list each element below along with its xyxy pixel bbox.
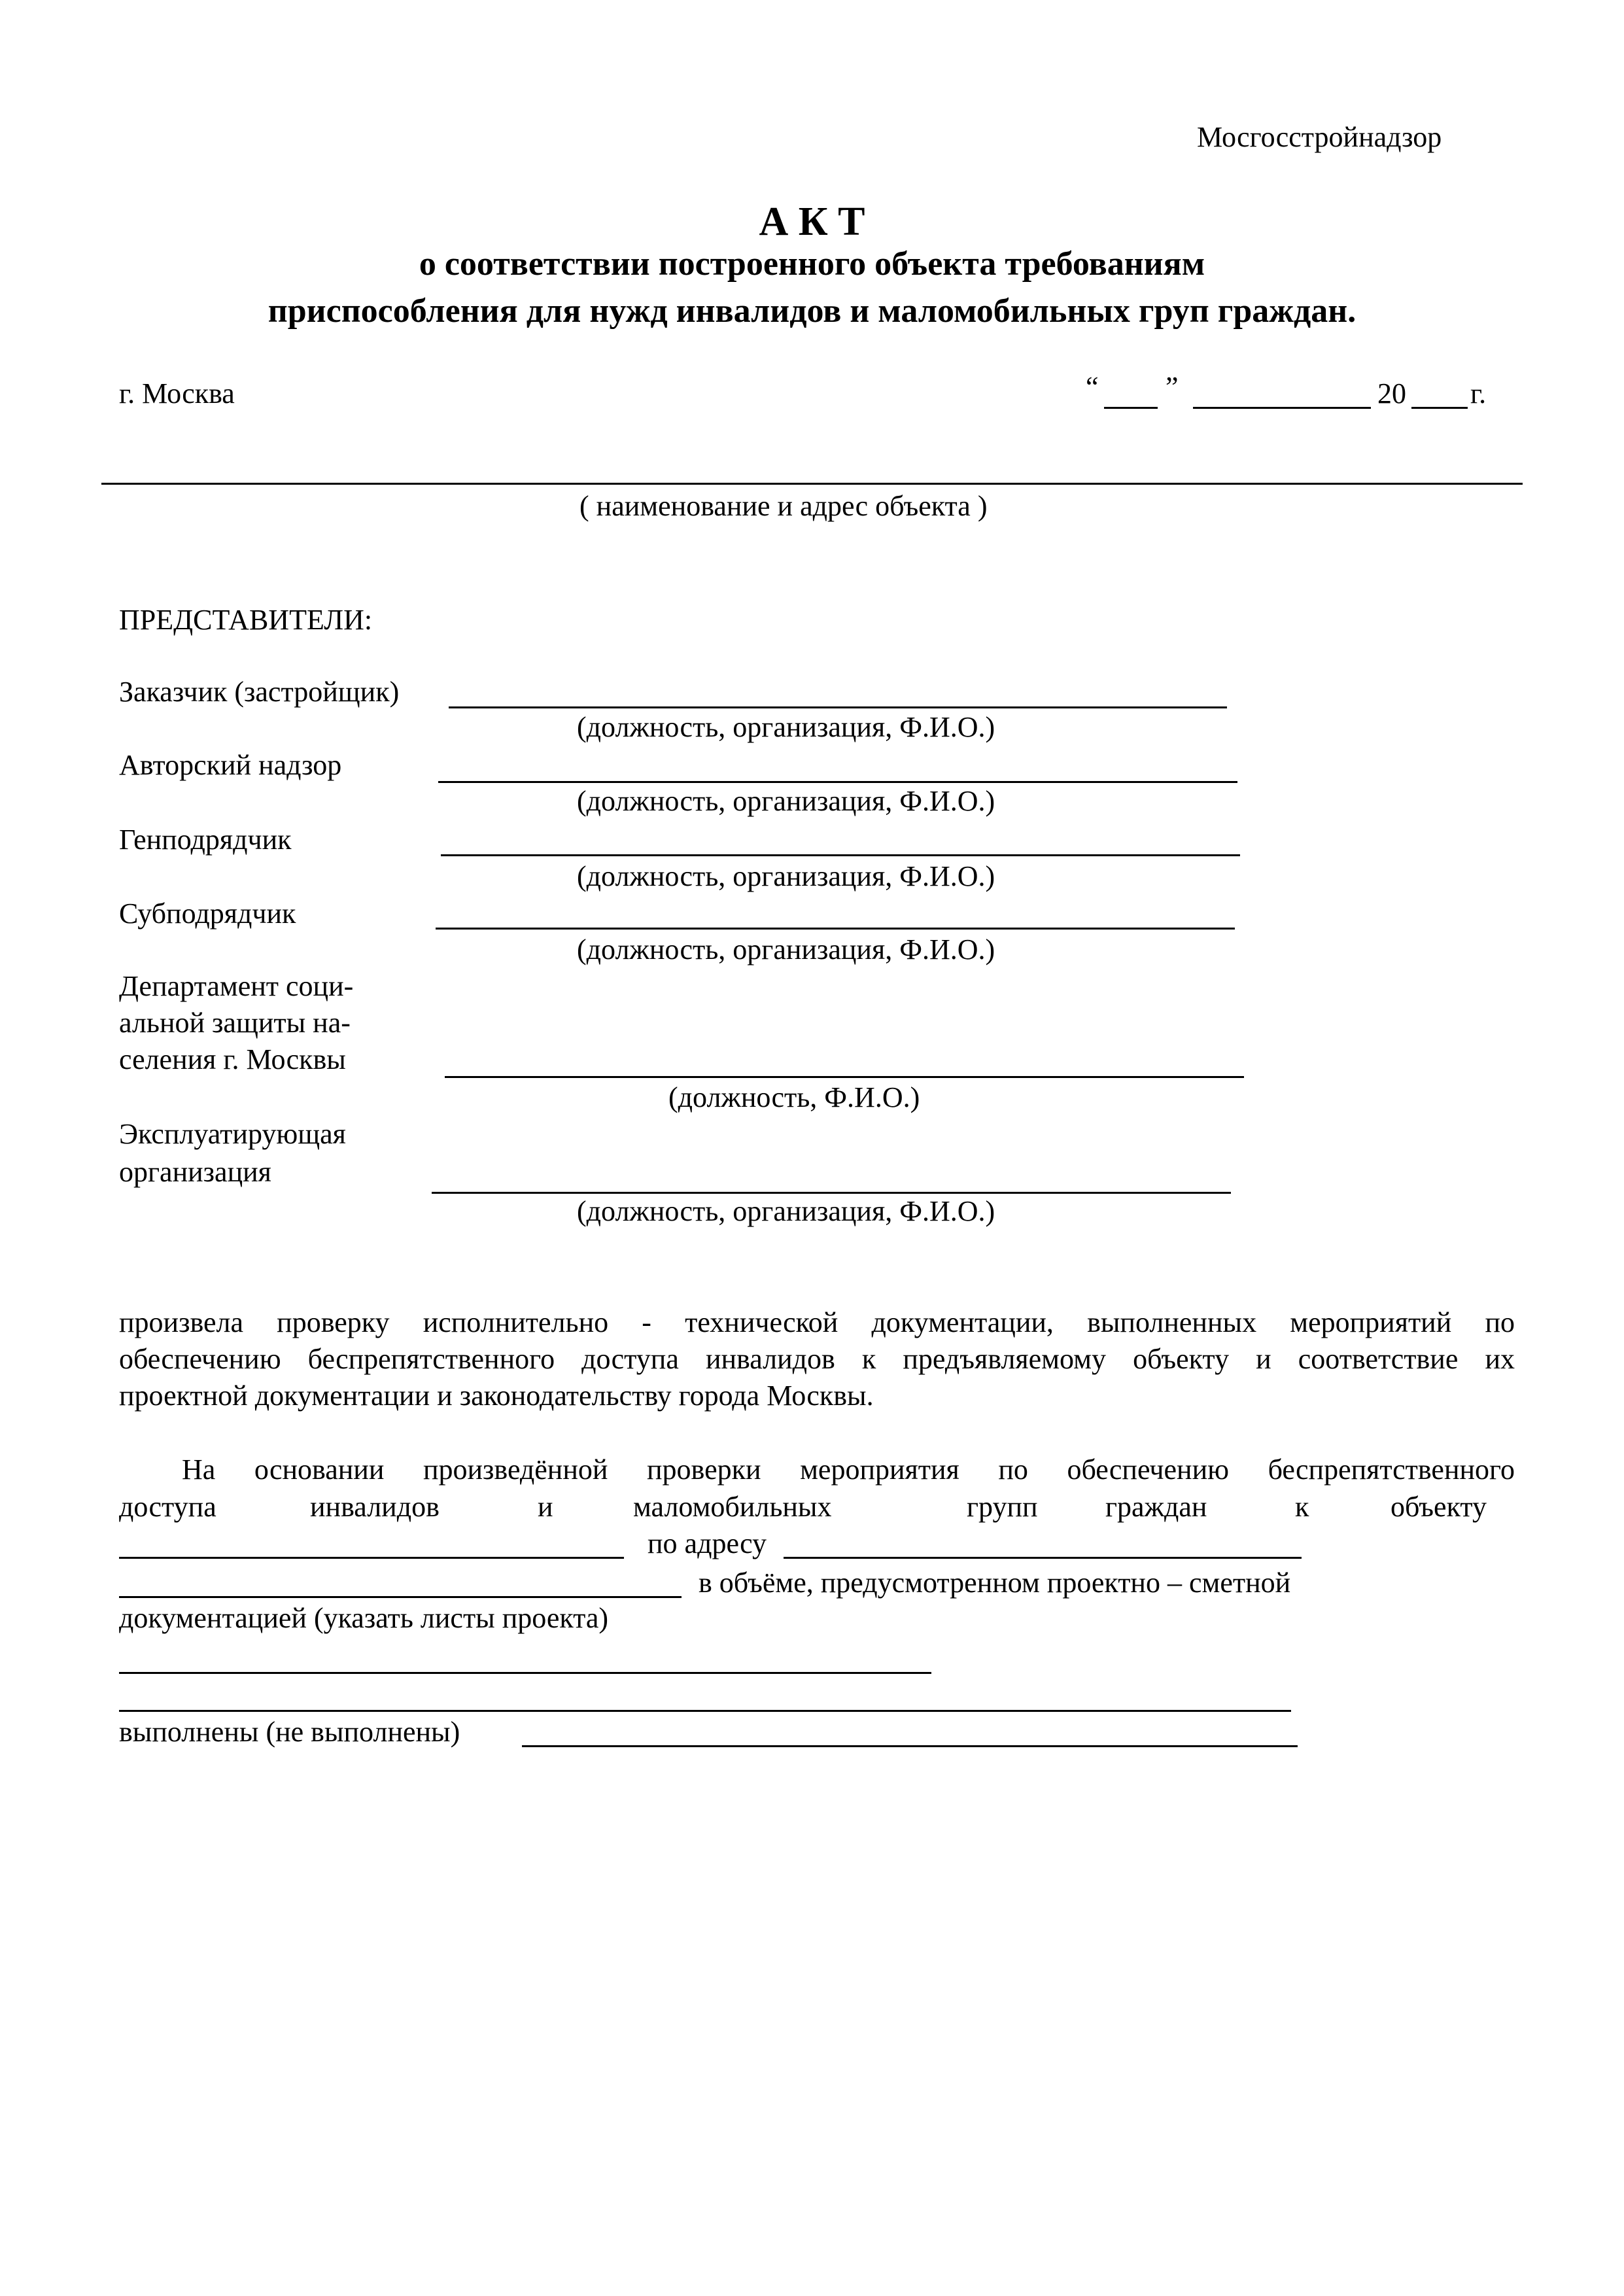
- social-dept-field[interactable]: [445, 1076, 1244, 1078]
- object-name-line-field[interactable]: [119, 1557, 624, 1559]
- p2-word-1: доступа: [119, 1491, 216, 1523]
- address-label: по адресу: [648, 1527, 767, 1559]
- general-contractor-field[interactable]: [441, 854, 1240, 856]
- operator-label-line-2: организация: [119, 1156, 271, 1188]
- subcontractor-label: Субподрядчик: [119, 897, 296, 930]
- docs-field-1[interactable]: [119, 1672, 931, 1674]
- object-caption: ( наименование и адрес объекта ): [579, 490, 988, 522]
- customer-label: Заказчик (застройщик): [119, 676, 400, 708]
- date-year-field[interactable]: [1411, 407, 1468, 409]
- social-dept-caption: (должность, Ф.И.О.): [668, 1081, 920, 1113]
- author-supervision-field[interactable]: [438, 781, 1237, 783]
- subcontractor-caption: (должность, организация, Ф.И.О.): [577, 933, 995, 965]
- p2-word-7: к: [1295, 1491, 1309, 1523]
- author-supervision-label: Авторский надзор: [119, 749, 342, 781]
- representatives-heading: ПРЕДСТАВИТЕЛИ:: [119, 604, 373, 636]
- title-line-2: приспособления для нужд инвалидов и маломобильных груп граждан.: [268, 292, 1356, 330]
- date-quote-close: ”: [1166, 371, 1179, 403]
- body-p1-line-2: обеспечению беспрепятственного доступа инвалидов к предъявляемому объекту и соответствие их: [119, 1343, 1515, 1375]
- body-p1-line-3: проектной документации и законодательству города Москвы.: [119, 1380, 874, 1412]
- body-p2-line-1: На основании произведённой проверки мероприятия по обеспечению беспрепятственного: [182, 1453, 1515, 1486]
- p2-word-6: граждан: [1105, 1491, 1207, 1523]
- body-p1-line-1: произвела проверку исполнительно - технической документации, выполненных мероприятий по: [119, 1306, 1515, 1338]
- result-label: выполнены (не выполнены): [119, 1716, 460, 1748]
- result-field[interactable]: [522, 1745, 1298, 1747]
- date-quote-open: “: [1086, 371, 1099, 403]
- general-contractor-caption: (должность, организация, Ф.И.О.): [577, 860, 995, 892]
- p2-word-8: объекту: [1391, 1491, 1487, 1523]
- customer-caption: (должность, организация, Ф.И.О.): [577, 711, 995, 743]
- social-dept-label-line-3: селения г. Москвы: [119, 1043, 346, 1075]
- author-supervision-caption: (должность, организация, Ф.И.О.): [577, 785, 995, 817]
- date-year-suffix: г.: [1470, 377, 1487, 409]
- p2-word-4: маломобильных: [633, 1491, 832, 1523]
- city-label: г. Москва: [119, 377, 235, 409]
- scope-label: в объёме, предусмотренном проектно – сметной: [699, 1567, 1291, 1599]
- docs-label: документацией (указать листы проекта): [119, 1602, 609, 1634]
- customer-field[interactable]: [449, 706, 1227, 708]
- p2-word-2: инвалидов: [310, 1491, 440, 1523]
- date-month-field[interactable]: [1193, 407, 1371, 409]
- operator-caption: (должность, организация, Ф.И.О.): [577, 1195, 995, 1227]
- date-year-prefix: 20: [1377, 377, 1406, 409]
- social-dept-label-line-2: альной защиты на-: [119, 1007, 351, 1039]
- title-line-1: о соответствии построенного объекта требованиям: [419, 245, 1205, 283]
- operator-field[interactable]: [432, 1192, 1231, 1194]
- object-name-field[interactable]: [101, 483, 1523, 485]
- docs-field-2[interactable]: [119, 1710, 1291, 1712]
- address-field[interactable]: [784, 1557, 1302, 1559]
- social-dept-label-line-1: Департамент соци-: [119, 970, 354, 1002]
- general-contractor-label: Генподрядчик: [119, 824, 292, 856]
- p2-word-3: и: [538, 1491, 553, 1523]
- agency-name: Мосгосстройнадзор: [1197, 121, 1442, 153]
- scope-field[interactable]: [119, 1596, 682, 1598]
- date-day-field[interactable]: [1104, 407, 1158, 409]
- p2-word-5: групп: [967, 1491, 1038, 1523]
- subcontractor-field[interactable]: [436, 928, 1235, 930]
- operator-label-line-1: Эксплуатирующая: [119, 1118, 346, 1150]
- document-title: А К Т: [759, 200, 865, 244]
